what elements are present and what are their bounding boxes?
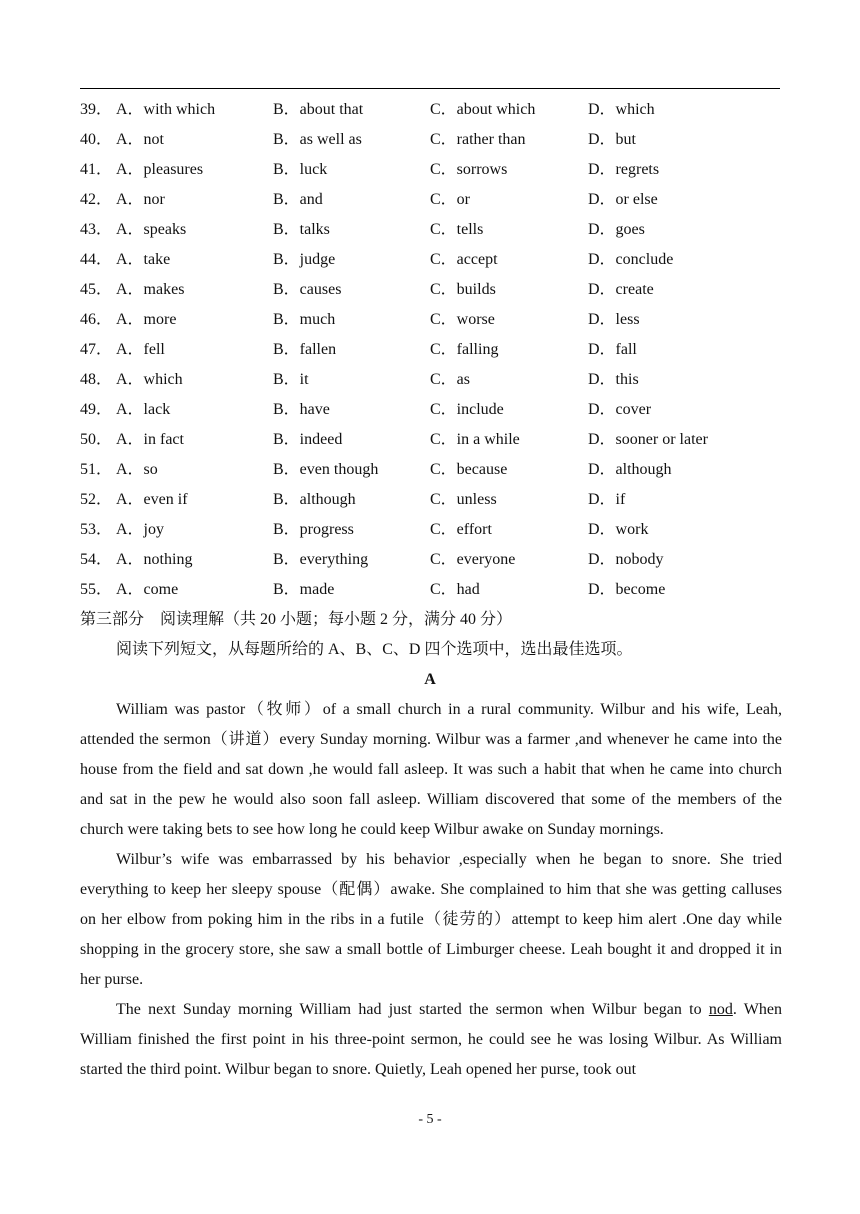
section-instruction: 阅读下列短文，从每题所给的 A、B、C、D 四个选项中，选出最佳选项。 [116,641,633,658]
option-d: D．nobody [588,551,664,568]
option-d: D．this [588,371,639,388]
option-a: A．joy [116,521,165,538]
option-c: C．because [430,461,508,478]
question-row [80,395,780,425]
question-row [80,455,780,485]
question-number: 39． [80,101,113,118]
question-row [80,305,780,335]
option-b: B．although [273,491,356,508]
option-a: A．more [116,311,177,328]
option-c: C．include [430,401,504,418]
question-row [80,485,780,515]
passage-text: The next Sunday morning William had just started the sermon when Wilbur began to [116,1001,709,1018]
option-b: B．even though [273,461,379,478]
question-number: 46． [80,311,113,328]
option-d: D．conclude [588,251,674,268]
header-rule [80,88,780,89]
question-number: 43． [80,221,113,238]
option-a: A．lack [116,401,171,418]
option-c: C．builds [430,281,496,298]
question-number: 44． [80,251,113,268]
option-d: D．become [588,581,666,598]
option-b: B．made [273,581,335,598]
option-d: D．cover [588,401,652,418]
option-a: A．pleasures [116,161,204,178]
option-b: B．much [273,311,336,328]
option-c: C．everyone [430,551,516,568]
question-row [80,125,780,155]
page-number: - 5 - [418,1112,442,1127]
question-number: 52． [80,491,113,508]
option-a: A．even if [116,491,188,508]
option-b: B．and [273,191,323,208]
question-row [80,245,780,275]
question-number: 42． [80,191,113,208]
option-d: D．although [588,461,672,478]
passage-body [80,695,782,1085]
option-d: D．fall [588,341,637,358]
option-c: C．had [430,581,480,598]
option-c: C．unless [430,491,497,508]
question-number: 40． [80,131,113,148]
option-a: A．not [116,131,165,148]
option-c: C．accept [430,251,498,268]
question-row [80,155,780,185]
option-d: D．less [588,311,640,328]
option-d: D．regrets [588,161,660,178]
option-a: A．makes [116,281,185,298]
option-a: A．come [116,581,179,598]
question-row [80,575,780,605]
option-d: D．which [588,101,655,118]
question-number: 49． [80,401,113,418]
question-number: 51． [80,461,113,478]
option-d: D．but [588,131,637,148]
passage-paragraph: Wilbur’s wife was embarrassed by his behavior ,especially when he began to snore. She tried everything to keep her sleepy spouse（配偶）awake. She complained to him that she was getting calluses on her elbow from poking him in the ribs in a futile（徒劳的）attempt to keep him alert .One day while shopping in the grocery store, she saw a small bottle of Limburger cheese. Leah bought it and dropped it in her purse. [80,851,782,988]
option-d: D．create [588,281,654,298]
question-row [80,185,780,215]
section-title: 第三部分 阅读理解 [80,611,225,628]
option-c: C．as [430,371,471,388]
option-d: D．sooner or later [588,431,708,448]
question-number: 45． [80,281,113,298]
question-number: 41． [80,161,113,178]
option-c: C．worse [430,311,495,328]
question-row [80,275,780,305]
option-b: B．it [273,371,309,388]
option-d: D．if [588,491,626,508]
option-a: A．speaks [116,221,187,238]
option-b: B．indeed [273,431,343,448]
option-a: A．take [116,251,171,268]
option-b: B．fallen [273,341,337,358]
option-c: C．tells [430,221,484,238]
option-a: A．which [116,371,183,388]
question-row [80,365,780,395]
option-b: B．everything [273,551,369,568]
option-c: C．rather than [430,131,526,148]
option-c: C．in a while [430,431,520,448]
option-b: B．as well as [273,131,362,148]
question-number: 50． [80,431,113,448]
passage-letter: A [424,671,436,688]
option-c: C．or [430,191,471,208]
option-a: A．fell [116,341,165,358]
option-b: B．causes [273,281,342,298]
section-note: （共 20 小题；每小题 2 分，满分 40 分） [224,611,513,628]
passage-text: . When William finished the first point in his three-point sermon, he could see he was losing Wilbur. As William started the third point. Wilbur began to snore. Quietly, Leah opened her purse, took out [80,1001,782,1078]
option-c: C．about which [430,101,536,118]
question-row [80,95,780,125]
option-b: B．talks [273,221,330,238]
option-a: A．with which [116,101,216,118]
option-c: C．effort [430,521,492,538]
option-d: D．goes [588,221,645,238]
question-number: 55． [80,581,113,598]
option-a: A．nothing [116,551,193,568]
question-number: 48． [80,371,113,388]
option-a: A．nor [116,191,165,208]
question-row [80,425,780,455]
option-c: C．falling [430,341,499,358]
option-b: B．judge [273,251,336,268]
option-b: B．about that [273,101,364,118]
option-b: B．luck [273,161,328,178]
underlined-word: nod [708,1001,733,1018]
option-b: B．have [273,401,330,418]
option-c: C．sorrows [430,161,508,178]
question-number: 47． [80,341,113,358]
option-a: A．in fact [116,431,184,448]
option-b: B．progress [273,521,354,538]
option-d: D．work [588,521,649,538]
option-d: D．or else [588,191,658,208]
question-number: 54． [80,551,113,568]
question-row [80,215,780,245]
options-list [80,95,780,605]
question-row [80,545,780,575]
question-row [80,335,780,365]
question-row [80,515,780,545]
passage-paragraph: William was pastor（牧师）of a small church in a rural community. Wilbur and his wife, Leah, attended the sermon（讲道）every Sunday morning. Wilbur was a farmer ,and whenever he came into the house from the field and sat down ,he would fall asleep. It was such a habit that when he came into church and sat in the pew he would also soon fall asleep. William discovered that some of the members of the church were taking bets to see how long he could keep Wilbur awake on Sunday mornings. [80,701,782,838]
passage-paragraph [80,995,782,1085]
section-heading [80,605,512,635]
question-number: 53． [80,521,113,538]
option-a: A．so [116,461,158,478]
